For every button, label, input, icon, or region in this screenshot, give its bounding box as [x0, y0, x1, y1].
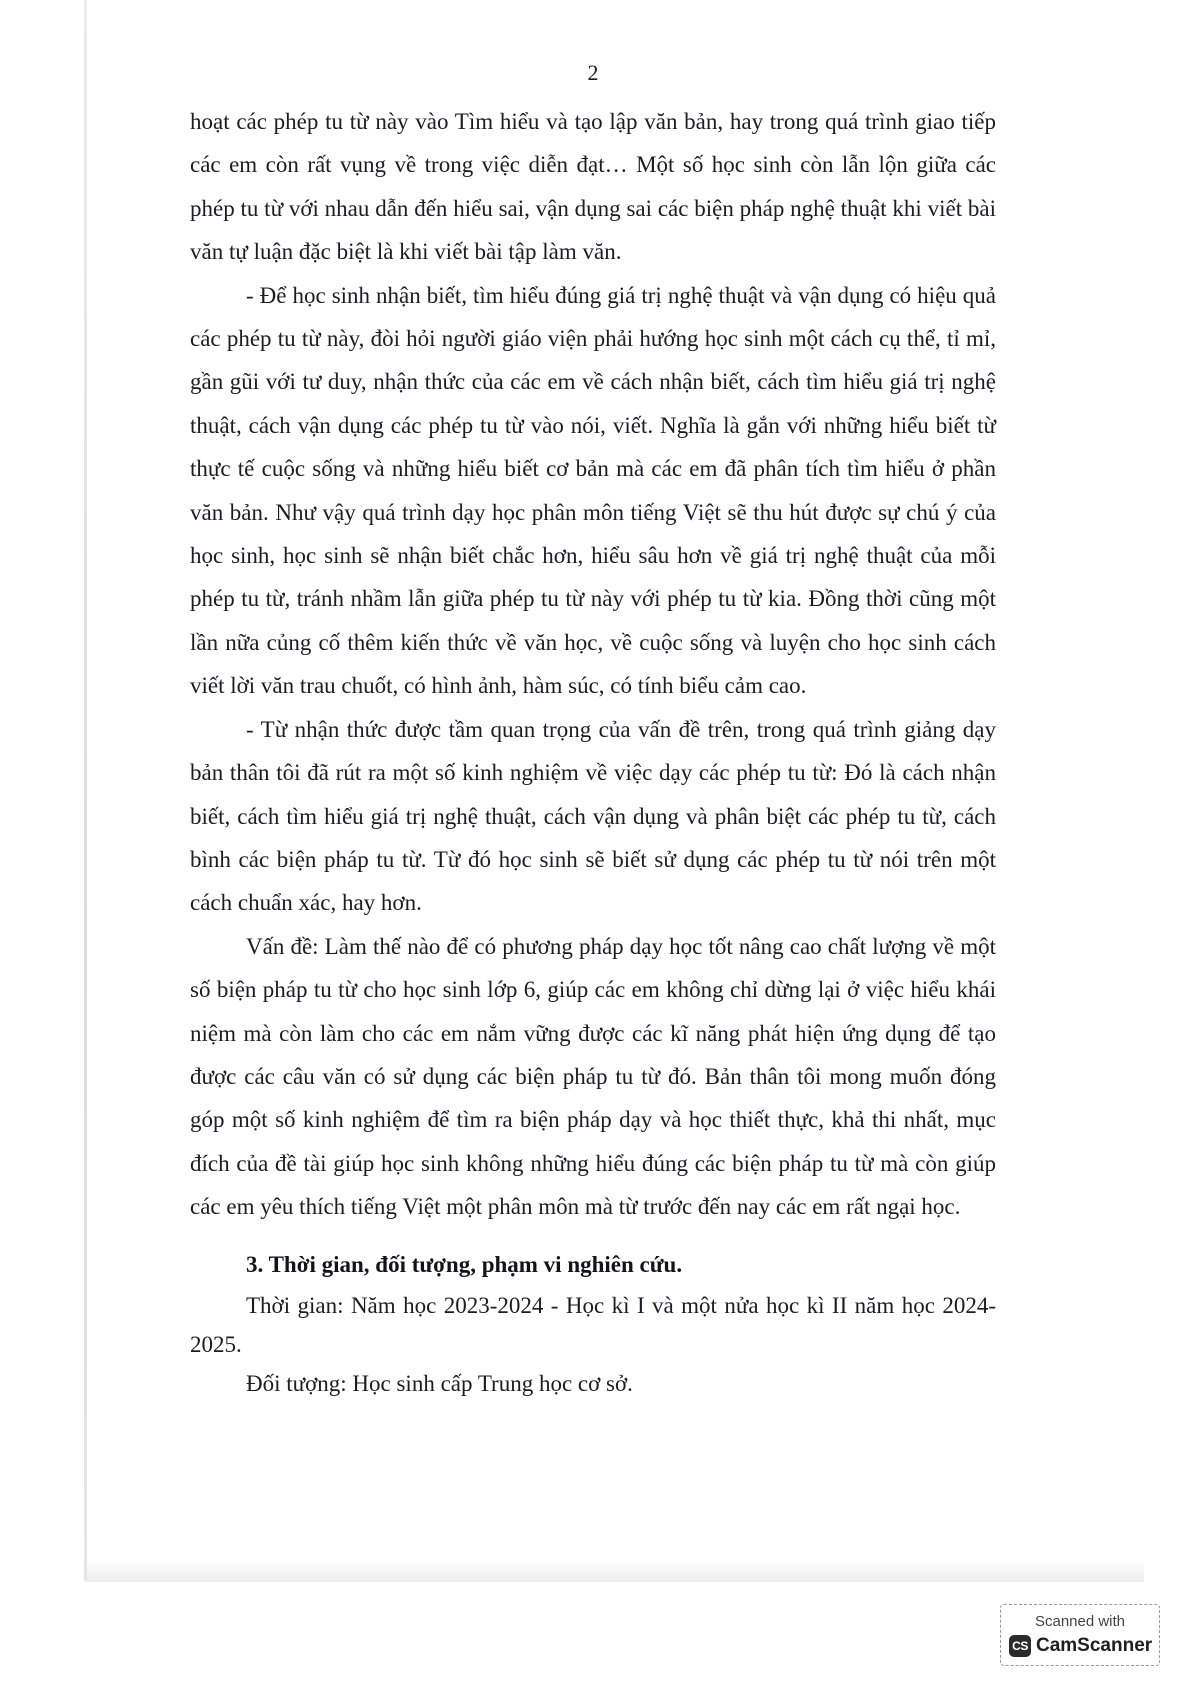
paragraph-teaching-approach: - Để học sinh nhận biết, tìm hiểu đúng giá trị nghệ thuật và vận dụng có hiệu quả các phép tu từ này, đòi hỏi người giáo viện phải hướng học sinh một cách cụ thể, tỉ mỉ, gần gũi với tư duy, nhận thức của các em về cách nhận biết, cách tìm hiểu giá trị nghệ thuật, cách vận dụng các phép tu từ vào nói, viết. Nghĩa là gắn với những hiểu biết từ thực tế cuộc sống và những hiểu biết cơ bản mà các em đã phân tích tìm hiểu ở phần văn bản. Như vậy quá trình dạy học phân môn tiếng Việt sẽ thu hút được sự chú ý của học sinh, học sinh sẽ nhận biết chắc hơn, hiểu sâu hơn về giá trị nghệ thuật của mỗi phép tu từ, tránh nhầm lẫn giữa phép tu từ này với phép tu từ kia. Đồng thời cũng một lần nữa củng cố thêm kiến thức về văn học, về cuộc sống và luyện cho học sinh cách viết lời văn trau chuốt, có hình ảnh, hàm súc, có tính biểu cảm cao.	[190, 282, 996, 699]
paragraph-problem: Vấn đề: Làm thế nào để có phương pháp dạy học tốt nâng cao chất lượng về một số biện pháp tu từ cho học sinh lớp 6, giúp các em không chỉ dừng lại ở việc hiểu khái niệm mà còn làm cho các em nắm vững được các kĩ năng phát hiện ứng dụng để tạo được các câu văn có sử dụng các biện pháp tu từ đó. Bản thân tôi mong muốn đóng góp một số kinh nghiệm để tìm ra biện pháp dạy và học thiết thực, khả thi nhất, mục đích của đề tài giúp học sinh không những hiểu đúng các biện pháp tu từ mà còn giúp các em yêu thích tiếng Việt một phân môn mà từ trước đến nay các em rất ngại học.	[190, 933, 996, 1220]
watermark-caption: Scanned with	[1034, 1613, 1126, 1630]
watermark-brand-row	[1009, 1635, 1152, 1657]
paragraph-time: Thời gian: Năm học 2023-2024 - Học kì I và một nửa học kì II năm học 2024-2025.	[190, 1292, 996, 1357]
scan-edge	[84, 0, 87, 1580]
page-number: 2	[587, 60, 599, 85]
paragraph-experience: - Từ nhận thức được tầm quan trọng của vấn đề trên, trong quá trình giảng dạy bản thân tôi đã rút ra một số kinh nghiệm về việc dạy các phép tu từ: Đó là cách nhận biết, cách tìm hiểu giá trị nghệ thuật, cách vận dụng và phân biệt các phép tu từ, cách bình các biện pháp tu từ. Từ đó học sinh sẽ biết sử dụng các phép tu từ nói trên một cách chuẩn xác, hay hơn.	[190, 716, 996, 916]
watermark-brand: CamScanner	[1036, 1635, 1153, 1656]
document-page	[190, 58, 996, 1403]
paragraph-subjects: Đối tượng: Học sinh cấp Trung học cơ sở.	[246, 1370, 633, 1396]
section-heading: 3. Thời gian, đối tượng, phạm vi nghiên cứu.	[246, 1251, 683, 1277]
paragraph-continuation: hoạt các phép tu từ này vào Tìm hiểu và tạo lập văn bản, hay trong quá trình giao tiếp các em còn rất vụng về trong việc diễn đạt… Một số học sinh còn lẫn lộn giữa các phép tu từ với nhau dẫn đến hiểu sai, vận dụng sai các biện pháp nghệ thuật khi viết bài văn tự luận đặc biệt là khi viết bài tập làm văn.	[190, 109, 996, 265]
scan-shadow	[84, 1560, 1144, 1582]
camscanner-logo-icon: CS	[1009, 1635, 1031, 1657]
camscanner-watermark	[1000, 1604, 1160, 1666]
